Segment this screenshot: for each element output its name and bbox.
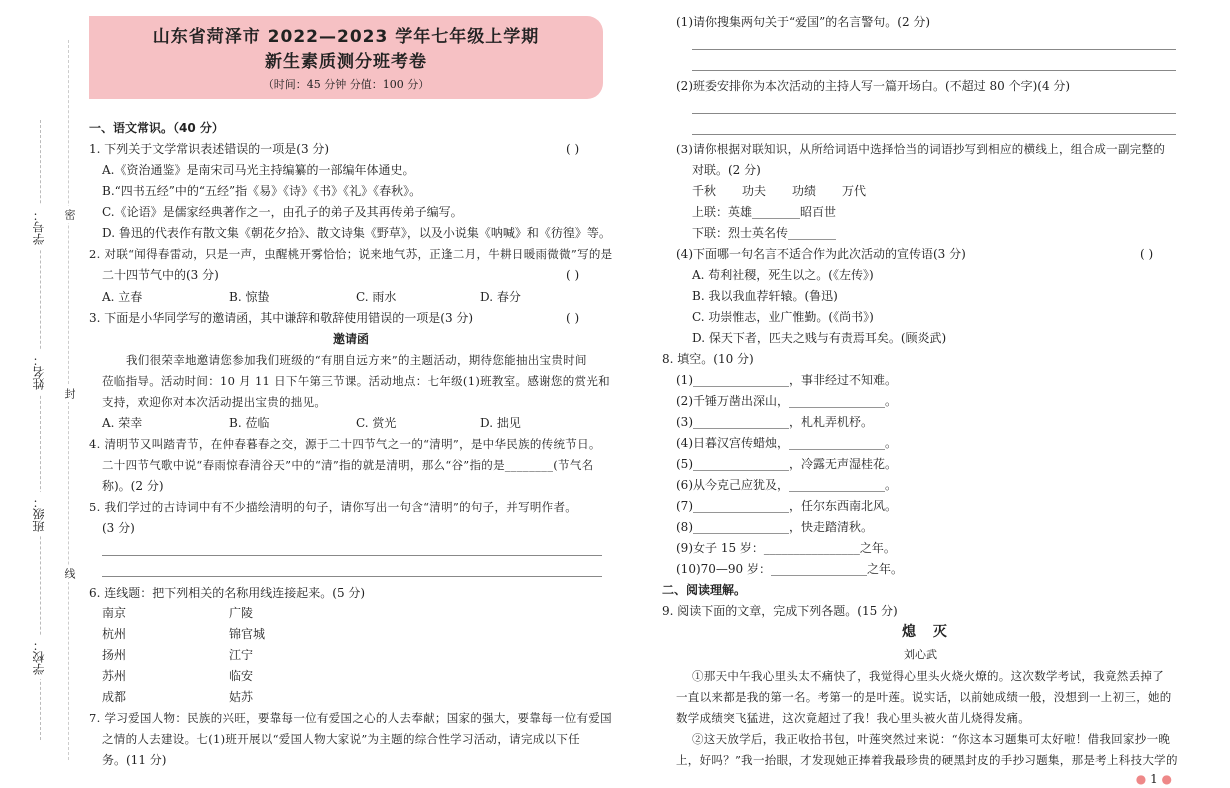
article-line-2: 一直以来都是我的第一名。考第一的是叶莲。说实话，以前她成绩一般，没想到一上初三，她的 <box>676 690 1172 704</box>
binding-margin <box>0 0 80 788</box>
q8-item-6[interactable]: (6)从今克己应犹及，________________。 <box>676 478 897 492</box>
article-line-3: 数学成绩突飞猛进，这次竟超过了我！我心里头被火苗儿烧得发痛。 <box>676 711 1030 725</box>
school-label: 学校： <box>30 635 47 679</box>
q8-stem: 8. 填空。(10 分) <box>662 352 754 366</box>
q8-item-10[interactable]: (10)70—90 岁：________________之年。 <box>676 562 903 576</box>
q6-left-2: 杭州 <box>102 627 127 641</box>
student-id-label: 学号： <box>30 205 47 249</box>
page-dot-left: ● <box>1135 772 1151 786</box>
q6-right-5: 姑苏 <box>229 690 254 704</box>
q4-line-2: 二十四节气歌中说“春雨惊春清谷天”中的“清”指的就是清明，那么“谷”指的是________(节气名 <box>102 458 594 472</box>
q6-left-1: 南京 <box>102 606 127 620</box>
q7-2-stem: (2)班委安排你为本次活动的主持人写一篇开场白。(不超过 80 个字)(4 分) <box>676 79 1071 93</box>
q8-item-8[interactable]: (8)________________，快走踏清秋。 <box>676 520 873 534</box>
section-2-heading: 二、阅读理解。 <box>662 583 747 597</box>
q7-4-option-c: C. 功崇惟志，业广惟勤。(《尚书》) <box>692 310 874 324</box>
q3-stem: 3. 下面是小华同学写的邀请函，其中谦辞和敬辞使用错误的一项是(3 分) <box>89 311 474 325</box>
page-dot-right: ● <box>1157 772 1172 786</box>
q3-option-a: A. 荣幸 <box>102 416 143 430</box>
q8-item-3[interactable]: (3)________________，札札弄机杼。 <box>676 415 873 429</box>
class-label: 班级： <box>30 492 47 536</box>
q7-2-answer-line-2[interactable] <box>692 134 1176 135</box>
q5-answer-line-1[interactable] <box>102 555 602 556</box>
q5-line-1: 5. 我们学过的古诗词中有不少描绘清明的句子，请你写出一句含“清明”的句子，并写明作者。 <box>89 500 578 514</box>
q6-right-4: 临安 <box>229 669 254 683</box>
q4-line-3: 称)。(2 分) <box>102 479 164 493</box>
q6-right-3: 江宁 <box>229 648 254 662</box>
q7-1-stem: (1)请你搜集两句关于“爱国”的名言警句。(2 分) <box>676 15 931 29</box>
q2-stem-2: 二十四节气中的(3 分) <box>102 268 219 282</box>
q1-option-c: C.《论语》是儒家经典著作之一，由孔子的弟子及其再传弟子编写。 <box>102 205 463 219</box>
q7-4-option-a: A. 苟利社稷，死生以之。(《左传》) <box>692 268 874 282</box>
page-number <box>1136 772 1172 786</box>
article-line-1: ①那天中午我心里头太不痛快了，我觉得心里头火烧火燎的。这次数学考试，我竟然丢掉了 <box>692 669 1164 683</box>
q9-stem: 9. 阅读下面的文章，完成下列各题。(15 分) <box>662 604 898 618</box>
exam-meta: （时间：45 分钟 分值：100 分） <box>262 78 430 91</box>
q6-left-3: 扬州 <box>102 648 127 662</box>
q7-3-word-2: 功夫 <box>742 184 767 198</box>
letter-line-3: 支持，欢迎你对本次活动提出宝贵的拙见。 <box>102 395 327 409</box>
q6-left-4: 苏州 <box>102 669 127 683</box>
q7-4-option-b: B. 我以我血荐轩辕。(鲁迅) <box>692 289 838 303</box>
q7-4-option-d: D. 保天下者，匹夫之贱与有责焉耳矣。(顾炎武) <box>692 331 947 345</box>
q7-4-answer-paren: ( ) <box>1140 247 1154 261</box>
name-label: 姓名： <box>30 350 47 394</box>
q8-item-5[interactable]: (5)________________，冷露无声湿桂花。 <box>676 457 897 471</box>
q7-line-2: 之情的人去建设。七(1)班开展以“爱国人物大家说”为主题的综合性学习活动，请完成以下任 <box>102 732 580 746</box>
q1-answer-paren: ( ) <box>566 142 580 156</box>
q8-item-7[interactable]: (7)________________，任尔东西南北风。 <box>676 499 897 513</box>
q3-option-c: C. 赏光 <box>356 416 397 430</box>
q8-item-1[interactable]: (1)________________，事非经过不知难。 <box>676 373 897 387</box>
q2-answer-paren: ( ) <box>566 268 580 282</box>
q7-2-answer-line-1[interactable] <box>692 113 1176 114</box>
q2-stem-1: 2. 对联“闻得春雷动，只是一声，虫醒桃开雾恰恰；说来地气苏，正逢二月，牛耕日暖雨微微”写的是 <box>89 247 613 261</box>
q7-line-3: 务。(11 分) <box>102 753 167 767</box>
article-line-4: ②这天放学后，我正收拾书包，叶莲突然过来说：“你这本习题集可太好啦！借我回家抄一晚 <box>692 732 1171 746</box>
q6-left-5: 成都 <box>102 690 127 704</box>
q3-option-d: D. 拙见 <box>480 416 521 430</box>
q7-1-answer-line-1[interactable] <box>692 49 1176 50</box>
q3-answer-paren: ( ) <box>566 311 580 325</box>
q5-answer-line-2[interactable] <box>102 576 602 577</box>
article-author: 刘心武 <box>904 648 937 661</box>
seal-mark-mi: 密 <box>61 206 77 223</box>
couplet-lower: 下联：烈士英名传________ <box>692 226 837 240</box>
q6-stem: 6. 连线题：把下列相关的名称用线连接起来。(5 分) <box>89 586 366 600</box>
q7-3-word-1: 千秋 <box>692 184 717 198</box>
q2-option-b: B. 惊蛰 <box>229 290 270 304</box>
q6-right-2: 锦官城 <box>229 627 266 641</box>
q1-option-b: B.“四书五经”中的“五经”指《易》《诗》《书》《礼》《春秋》。 <box>102 184 422 198</box>
exam-title-line2: 新生素质测分班考卷 <box>265 52 427 72</box>
q7-3-line-1: (3)请你根据对联知识，从所给词语中选择恰当的词语抄写到相应的横线上，组合成一副完整的 <box>676 142 1166 156</box>
letter-line-2: 莅临指导。活动时间：10 月 11 日下午第三节课。活动地点：七年级(1)班教室。感谢您的赏光和 <box>102 374 610 388</box>
q7-3-word-4: 万代 <box>842 184 867 198</box>
letter-line-1: 我们很荣幸地邀请您参加我们班级的“有朋自远方来”的主题活动，期待您能抽出宝贵时间 <box>126 353 587 367</box>
q8-item-9[interactable]: (9)女子 15 岁：________________之年。 <box>676 541 896 555</box>
couplet-upper: 上联：英雄________昭百世 <box>692 205 837 219</box>
q3-option-b: B. 莅临 <box>229 416 270 430</box>
q7-3-line-2: 对联。(2 分) <box>692 163 761 177</box>
exam-title-line1: 山东省菏泽市 2022—2023 学年七年级上学期 <box>152 27 540 47</box>
seal-mark-feng: 封 <box>61 385 77 402</box>
seal-mark-xian: 线 <box>61 565 77 582</box>
letter-title: 邀请函 <box>333 332 370 346</box>
q7-3-word-3: 功绩 <box>792 184 817 198</box>
article-line-5: 上，好吗？”我一抬眼，才发现她正捧着我最珍贵的硬黑封皮的手抄习题集，那是考上科技大学的 <box>676 753 1178 767</box>
article-title: 熄 灭 <box>902 624 953 640</box>
q8-item-4[interactable]: (4)日暮汉宫传蜡烛，________________。 <box>676 436 897 450</box>
q7-1-answer-line-2[interactable] <box>692 70 1176 71</box>
q2-option-d: D. 春分 <box>480 290 521 304</box>
q4-line-1: 4. 清明节又叫踏青节，在仲春暮春之交，源于二十四节气之一的“清明”，是中华民族的传统节日。 <box>89 437 601 451</box>
q6-right-1: 广陵 <box>229 606 254 620</box>
q8-item-2[interactable]: (2)千锤万凿出深山，________________。 <box>676 394 897 408</box>
q2-option-a: A. 立春 <box>102 290 143 304</box>
q7-4-stem: (4)下面哪一句名言不适合作为此次活动的宣传语(3 分) <box>676 247 966 261</box>
section-1-heading: 一、语文常识。（40 分） <box>89 121 224 135</box>
q7-line-1: 7. 学习爱国人物：民族的兴旺，要靠每一位有爱国之心的人去奉献；国家的强大，要靠每一位有爱国 <box>89 711 612 725</box>
page-number-value: 1 <box>1150 772 1158 786</box>
exam-header <box>89 16 603 99</box>
q1-option-d: D. 鲁迅的代表作有散文集《朝花夕拾》、散文诗集《野草》，以及小说集《呐喊》和《彷徨》等。 <box>102 226 611 240</box>
q1-option-a: A.《资治通鉴》是南宋司马光主持编纂的一部编年体通史。 <box>102 163 415 177</box>
q2-option-c: C. 雨水 <box>356 290 397 304</box>
q5-line-2: (3 分) <box>102 521 135 535</box>
q1-stem: 1. 下列关于文学常识表述错误的一项是(3 分) <box>89 142 330 156</box>
